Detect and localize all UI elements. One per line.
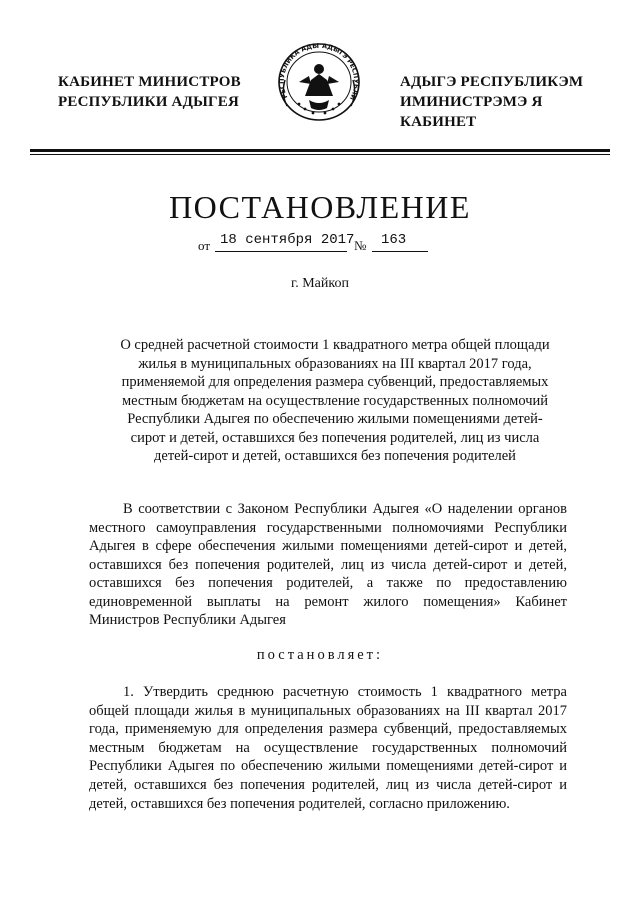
coat-of-arms-emblem: [269, 36, 369, 126]
subject-heading: О средней расчетной стоимости 1 квадратного метра общей площади жилья в муниципальных образованиях на III квартал 2017 года, применяемой для определения размера субвенций, предоставляемых местным бюджетам на осуществление государственных полномочий Республики Адыгея по обеспечению жилыми помещениями детей-сирот и детей, оставшихся без попечения родителей, лиц из числа детей-сирот и детей, оставшихся без попечения родителей: [120, 337, 550, 464]
coat-of-arms-icon: [269, 36, 369, 126]
document-title: ПОСТАНОВЛЕНИЕ: [169, 189, 471, 225]
header-divider-thick: [30, 149, 610, 152]
header-left-org: [58, 72, 248, 112]
preamble-paragraph: В соответствии с Законом Республики Адыгея «О наделении органов местного самоуправления государственными полномочиями Республики Адыгея в сфере обеспечения жилыми помещениями детей-сирот и детей, оставшихся без попечения родителей, лиц из числа детей-сирот и детей, оставшихся без попечения родителей, а также по предоставлению единовременной выплаты на ремонт жилого помещения» Кабинет Министров Республики Адыгея: [89, 501, 567, 628]
number-underline: [372, 251, 428, 252]
date-value: 18 сентября 2017: [220, 232, 355, 248]
header-left-line1: КАБИНЕТ МИНИСТРОВ: [58, 74, 241, 90]
city: г. Майкоп: [291, 276, 349, 291]
resolution-item-1: 1. Утвердить среднюю расчетную стоимость 1 квадратного метра общей площади жилья в муниципальных образованиях на III квартал 2017 года, применяемую для определения размера субвенций, предоставляемых местным бюджетам на осуществление государственных полномочий Республики Адыгея по обеспечению жилыми помещениями детей-сирот и детей, оставшихся без попечения родителей, лиц из числа детей-сирот и детей, оставшихся без попечения родителей, согласно приложению.: [89, 684, 567, 812]
emblem-text-right: АДЫГЭ РЕСПУБЛИ: [321, 41, 361, 102]
header-left-line2: РЕСПУБЛИКИ АДЫГЕЯ: [58, 94, 240, 110]
number-value: 163: [381, 232, 407, 248]
emblem-text-left: РЕСПУБЛИКА АДЫ: [277, 41, 320, 100]
header-right-line1: АДЫГЭ РЕСПУБЛИКЭМ: [400, 74, 584, 90]
header-divider-thin: [30, 154, 610, 155]
header-right-org: [400, 72, 610, 132]
date-number-line: [198, 232, 458, 256]
number-prefix: №: [354, 238, 367, 253]
resolves-word: постановляет:: [256, 647, 384, 663]
header-right-line2: ИМИНИСТРЭМЭ Я КАБИНЕТ: [400, 94, 543, 130]
date-underline: [215, 251, 347, 252]
date-prefix: от: [198, 238, 211, 253]
